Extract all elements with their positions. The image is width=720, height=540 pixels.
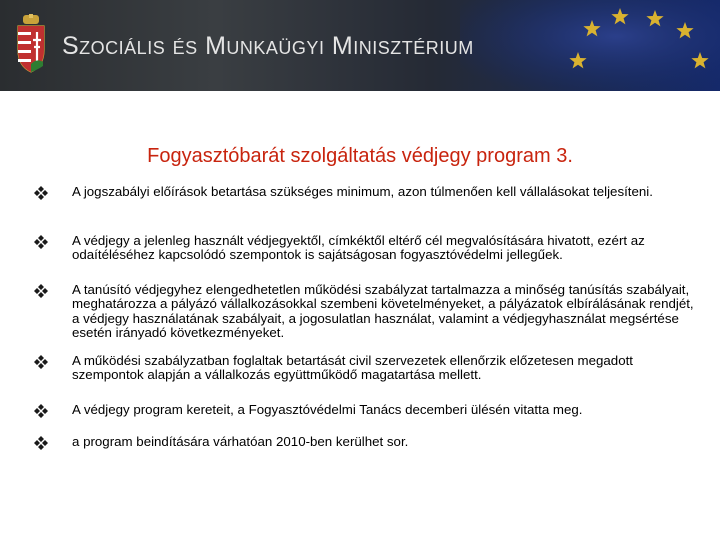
four-diamond-bullet-icon — [34, 235, 48, 249]
list-item-text: A működési szabályzatban foglaltak betartását civil szervezetek ellenőrzik előzetesen megadott szempontok alapján a vállalkozás együttműködő magatartása mellett. — [72, 353, 633, 383]
four-diamond-bullet-icon — [34, 404, 48, 418]
hungarian-coat-of-arms-icon — [14, 14, 48, 76]
four-diamond-bullet-icon — [34, 436, 48, 450]
list-item-text: A védjegy a jelenleg használt védjegyektől, címkéktől eltérő cél megvalósítására hivatott, ezért az odaítéléséhez kapcsolódó szempontok is sajátságosan fogyasztóvédelmi jellegűek. — [72, 233, 645, 263]
four-diamond-bullet-icon — [34, 355, 48, 369]
ministry-name: Szociális és Munkaügyi Minisztérium — [62, 32, 474, 60]
slide-title: Fogyasztóbarát szolgáltatás védjegy program 3. — [147, 145, 573, 167]
four-diamond-bullet-icon — [34, 186, 48, 200]
four-diamond-bullet-icon — [34, 284, 48, 298]
list-item-text: A tanúsító védjegyhez elengedhetetlen működési szabályzat tartalmazza a minőség tanúsítás szabályait, meghatározza a pályázó vállalkozásokkal szembeni követelményeket, a pályázatok elbírálásának rendjét, a védjegy használatának szabályait, a jogosulatlan használat, valamint a védjegyhasználat megsértése esetén irányadó következményeket. — [72, 282, 694, 340]
ministry-banner — [0, 0, 720, 91]
list-item-text: A védjegy program kereteit, a Fogyasztóvédelmi Tanács decemberi ülésén vitatta meg. — [72, 402, 583, 417]
list-item-text: A jogszabályi előírások betartása szükséges minimum, azon túlmenően kell vállalásokat teljesíteni. — [72, 184, 653, 199]
eu-flag-stars-icon — [460, 0, 720, 91]
list-item-text: a program beindítására várhatóan 2010-ben kerülhet sor. — [72, 434, 409, 449]
